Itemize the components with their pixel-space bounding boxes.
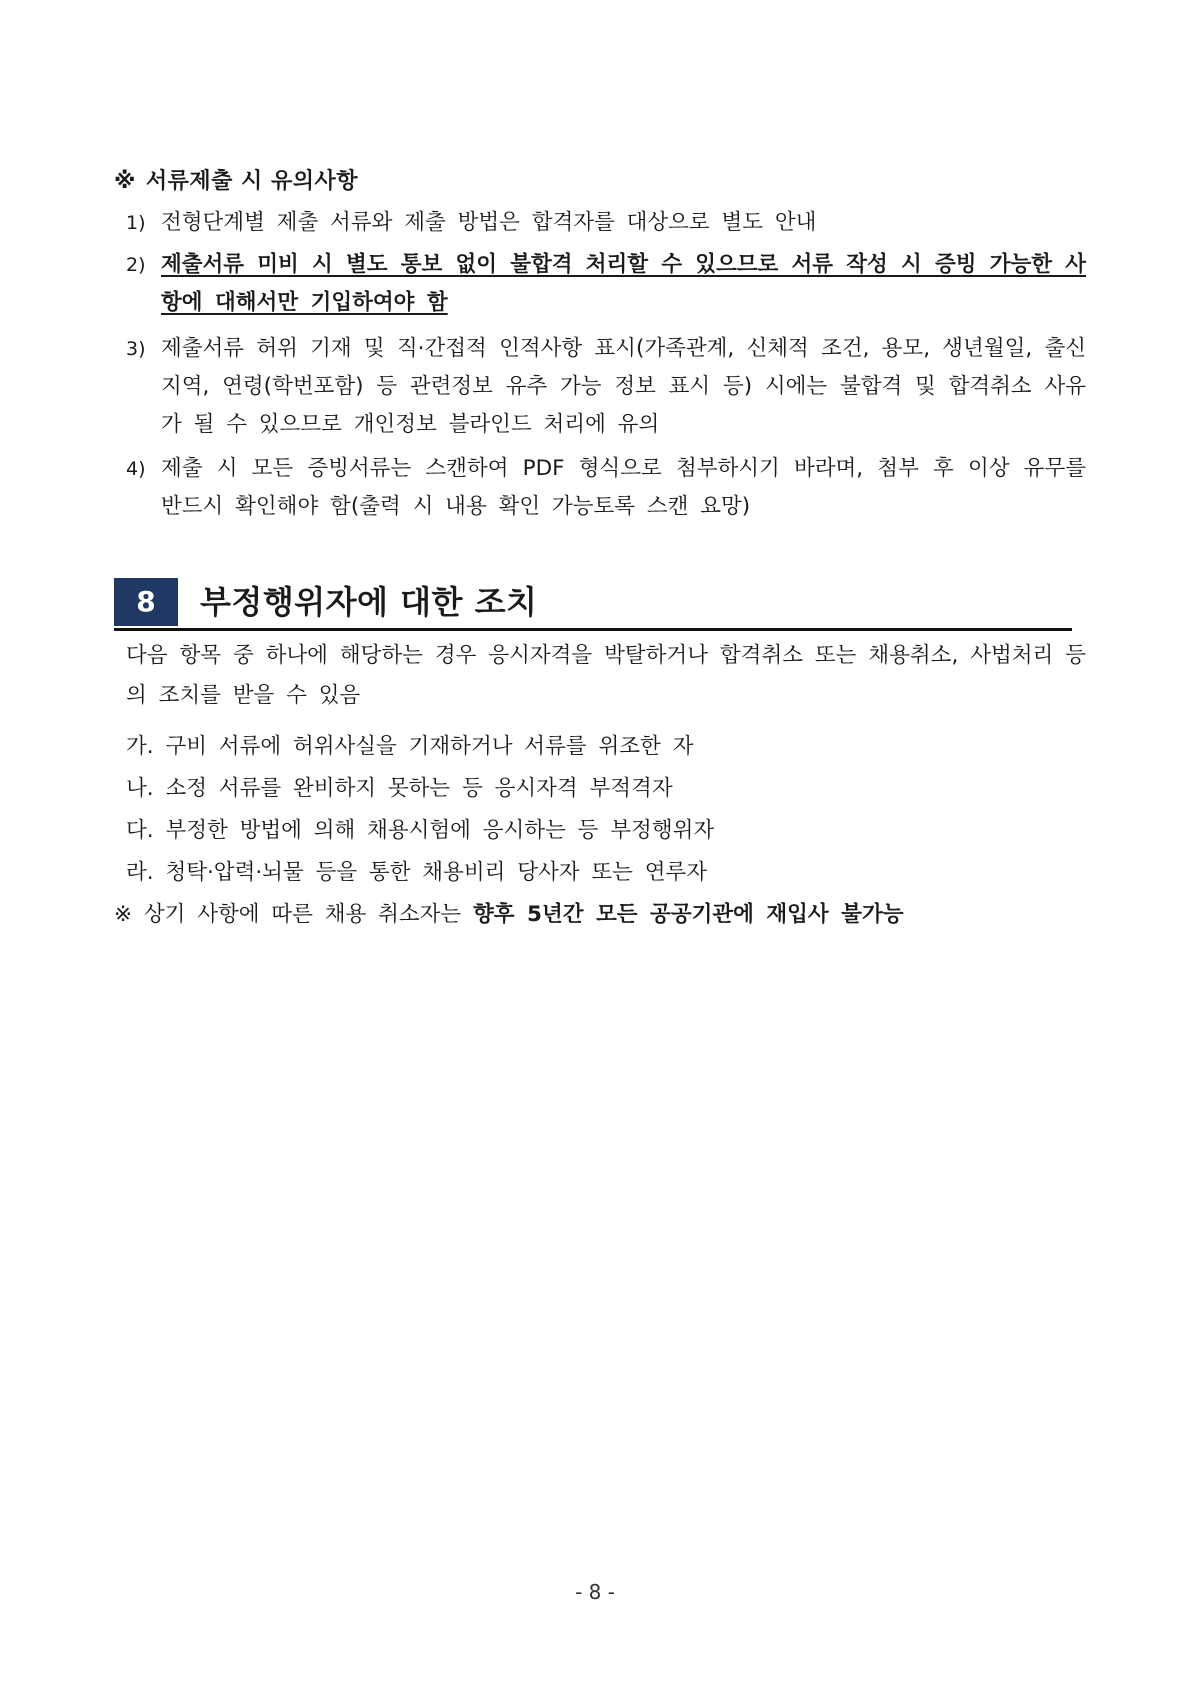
item-number: 2) (126, 254, 146, 276)
item-text: 제출서류 허위 기재 및 직·간접적 인적사항 표시(가족관계, 신체적 조건, 용모, 생년월일, 출신지역, 연령(학번포함) 등 관련정보 유추 가능 정보 표시 등) 시에는 불합격 및 합격취소 사유가 될 수 있으므로 개인정보 블라인드 처리에 유의 (161, 336, 1086, 437)
notice-title: 서류제출 시 유의사항 (145, 169, 358, 194)
item-text: 전형단계별 제출 서류와 제출 방법은 합격자를 대상으로 별도 안내 (161, 210, 817, 235)
notice-heading (114, 164, 358, 195)
notice-item (126, 204, 1086, 242)
reference-mark: ※ (114, 169, 136, 194)
item-text-emphasis: 제출서류 미비 시 별도 통보 없이 불합격 처리할 수 있으므로 서류 작성 시 증빙 가능한 사항에 대해서만 기입하여야 함 (161, 252, 1086, 315)
list-item: 가. 구비 서류에 허위사실을 기재하거나 서류를 위조한 자 (126, 734, 694, 759)
list-item: 나. 소정 서류를 완비하지 못하는 등 응시자격 부적격자 (126, 776, 673, 801)
item-number: 4) (126, 458, 146, 480)
item-number: 1) (126, 212, 146, 234)
section-header (114, 578, 1072, 631)
notice-item (126, 330, 1086, 444)
section-title: 부정행위자에 대한 조치 (200, 583, 538, 621)
final-note-emphasis: 향후 5년간 모든 공공기관에 재입사 불가능 (473, 902, 904, 927)
notice-item (126, 246, 1086, 322)
final-note-prefix: ※ 상기 사항에 따른 채용 취소자는 (114, 902, 474, 927)
item-number: 3) (126, 338, 146, 360)
final-note (114, 899, 904, 931)
notice-item (126, 450, 1086, 526)
list-item: 다. 부정한 방법에 의해 채용시험에 응시하는 등 부정행위자 (126, 818, 715, 843)
section-intro: 다음 항목 중 하나에 해당하는 경우 응시자격을 박탈하거나 합격취소 또는 채용취소, 사법처리 등의 조치를 받을 수 있음 (126, 643, 1086, 708)
section-number-badge: 8 (114, 578, 178, 626)
page-number: - 8 - (575, 1580, 615, 1604)
item-text: 제출 시 모든 증빙서류는 스캔하여 PDF 형식으로 첨부하시기 바라며, 첨부 후 이상 유무를 반드시 확인해야 함(출력 시 내용 확인 가능토록 스캔 요망) (161, 456, 1086, 519)
list-item: 라. 청탁·압력·뇌물 등을 통한 채용비리 당사자 또는 연루자 (126, 860, 708, 885)
